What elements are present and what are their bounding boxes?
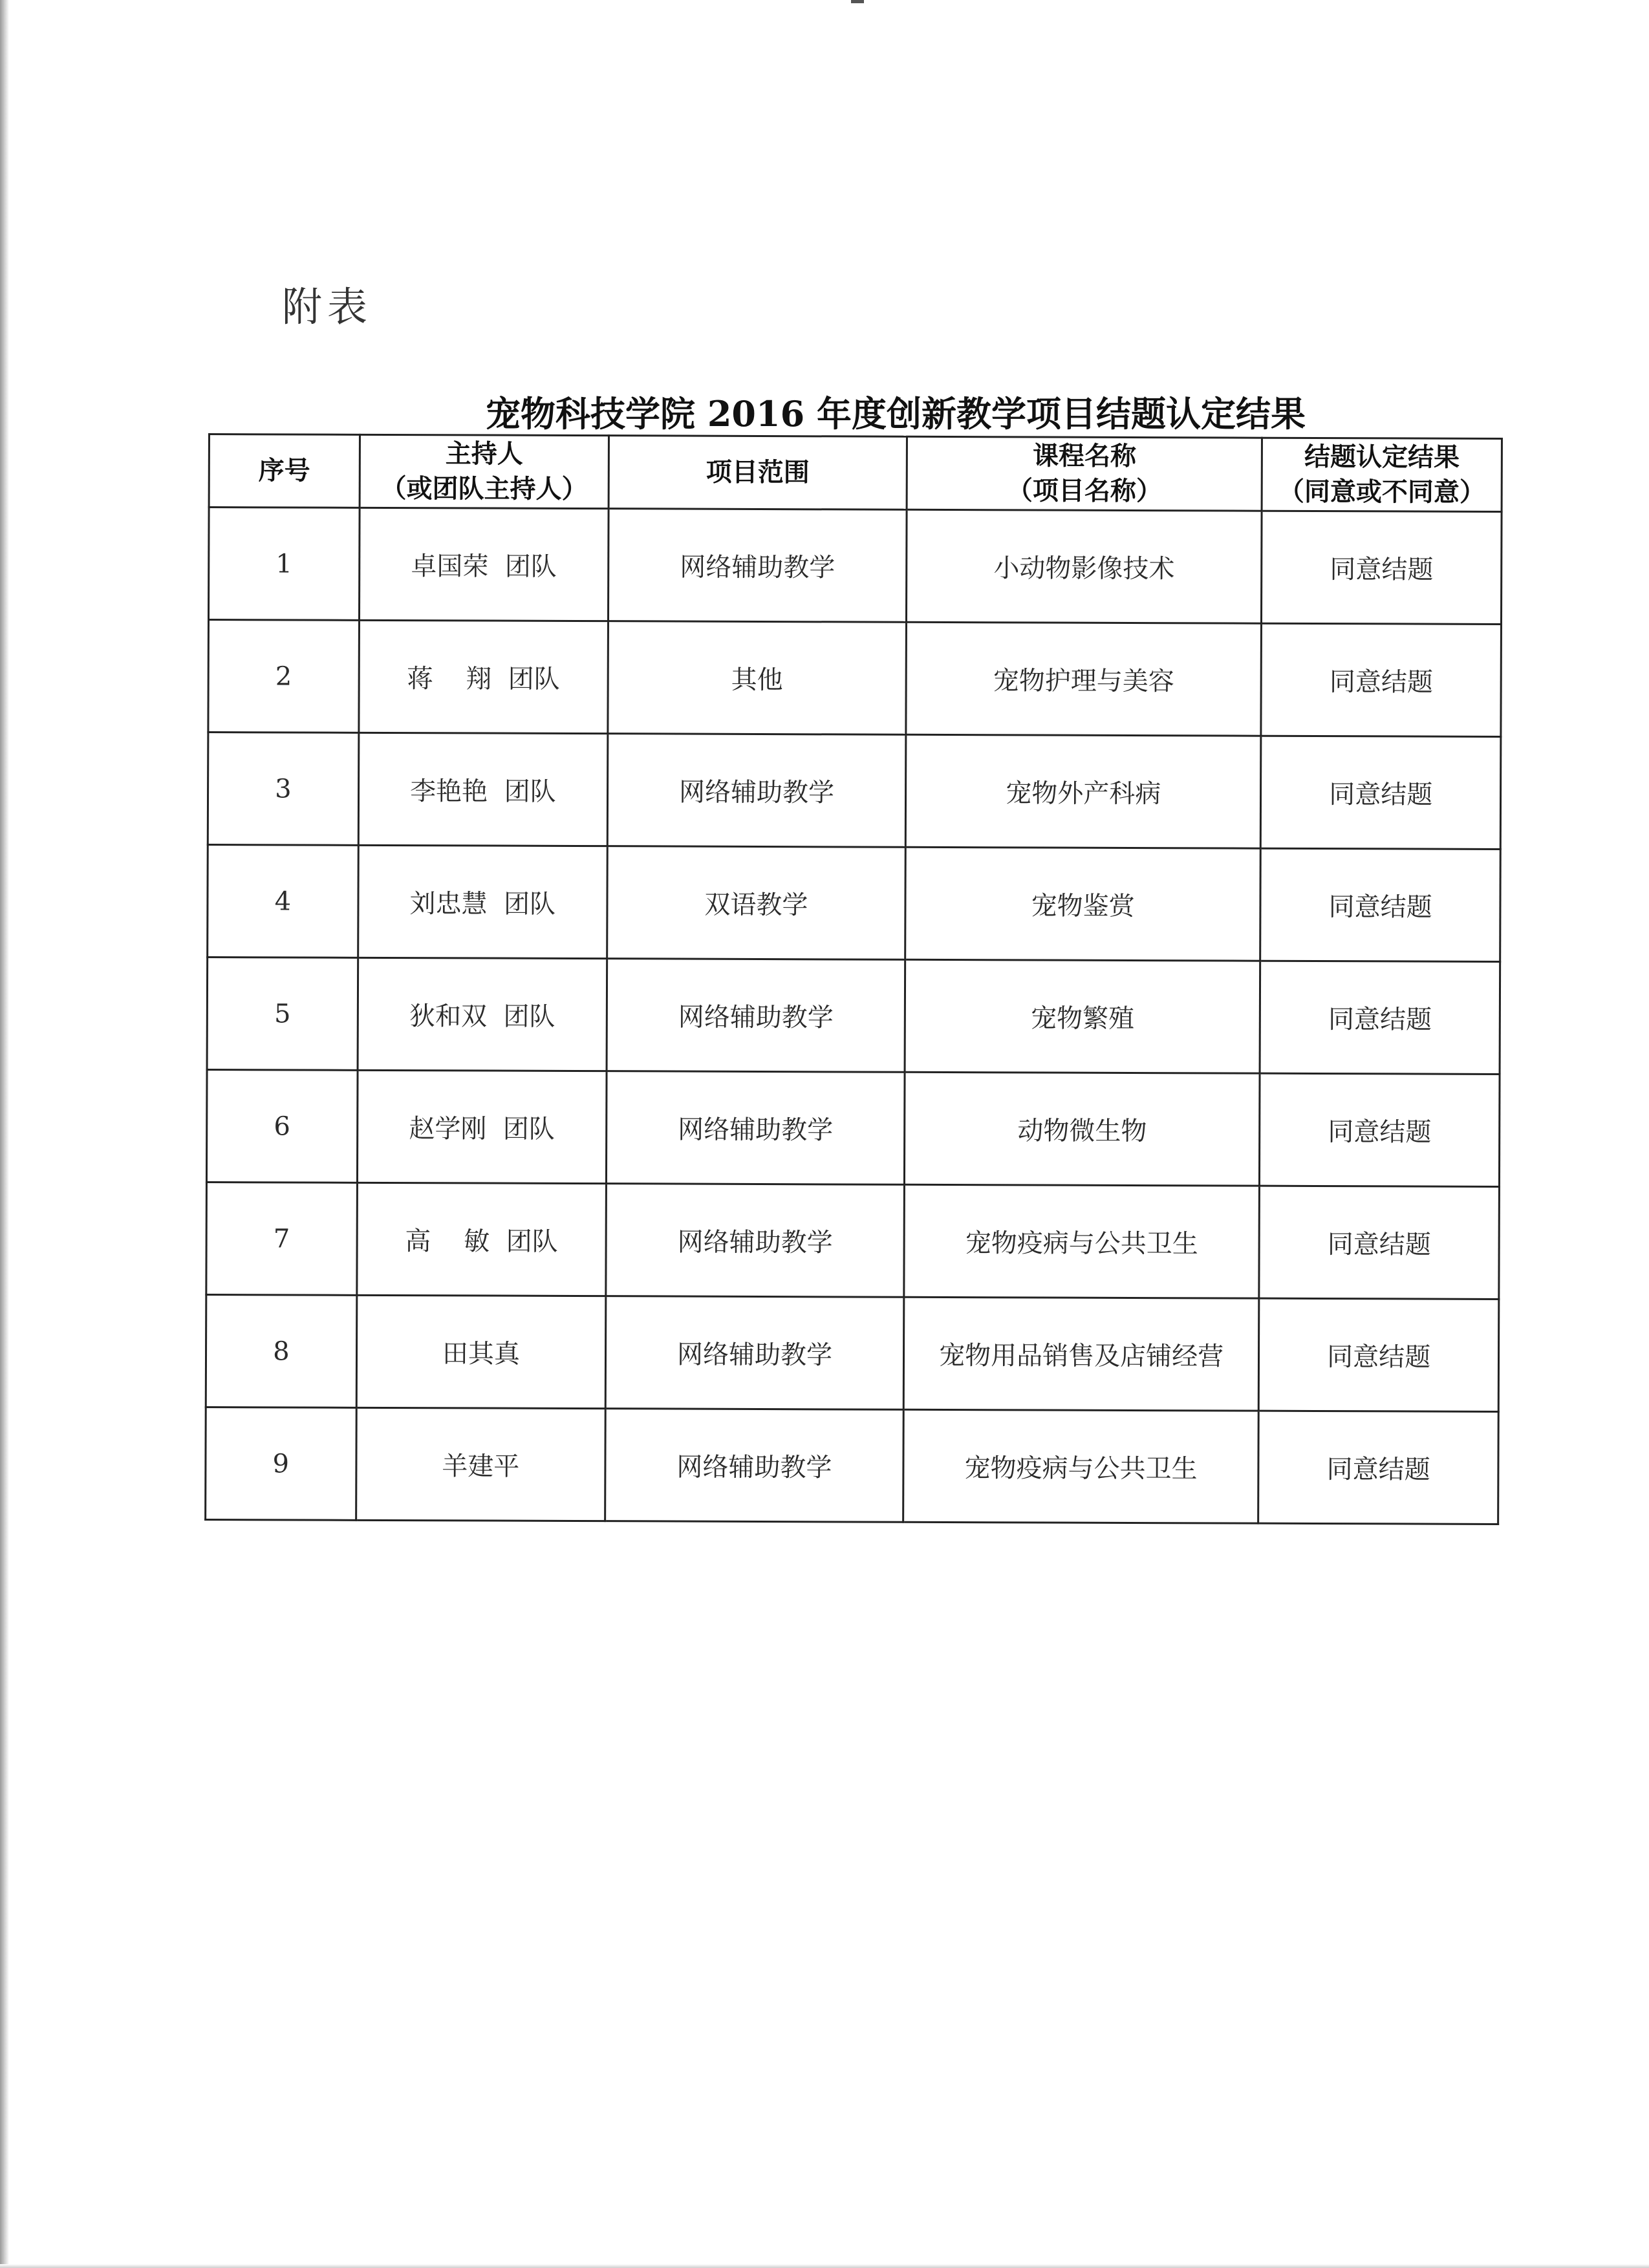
cell-scope: 网络辅助教学 — [607, 734, 906, 848]
header-index — [209, 434, 360, 508]
cell-host: 蒋 翔 团队 — [359, 620, 609, 733]
header-host-line2: （或团队主持人） — [380, 473, 588, 505]
cell-index: 6 — [206, 1069, 357, 1182]
cell-host: 赵学刚 团队 — [357, 1070, 607, 1183]
cell-course: 宠物鉴赏 — [905, 847, 1261, 961]
cell-scope: 网络辅助教学 — [605, 1296, 904, 1410]
page-title — [0, 387, 1649, 436]
attachment-label: 附表 — [282, 283, 373, 330]
table-row — [208, 508, 1502, 625]
cell-index: 3 — [208, 733, 358, 846]
cell-scope: 网络辅助教学 — [606, 1184, 905, 1298]
cell-result: 同意结题 — [1258, 1411, 1498, 1524]
cell-host: 卓国荣 团队 — [359, 508, 609, 621]
table-row — [208, 733, 1501, 850]
cell-index: 9 — [206, 1407, 356, 1520]
cell-result: 同意结题 — [1260, 961, 1500, 1074]
cell-result: 同意结题 — [1261, 736, 1501, 849]
table-row — [207, 957, 1500, 1075]
cell-index: 7 — [206, 1182, 357, 1295]
cell-scope: 网络辅助教学 — [607, 959, 905, 1073]
cell-host: 羊建平 — [356, 1407, 605, 1521]
cell-course: 宠物疫病与公共卫生 — [904, 1184, 1260, 1298]
table-row — [206, 1182, 1500, 1299]
cell-host: 田其真 — [356, 1295, 606, 1408]
header-index-label: 序号 — [258, 455, 310, 486]
cell-course: 宠物疫病与公共卫生 — [903, 1409, 1259, 1523]
table-header-row — [209, 434, 1502, 512]
header-course-line1: 课程名称 — [1032, 440, 1137, 472]
table-row — [206, 1407, 1499, 1524]
header-host — [360, 434, 609, 508]
cell-result: 同意结题 — [1262, 511, 1502, 624]
cell-result: 同意结题 — [1259, 1186, 1499, 1299]
table-header — [209, 434, 1502, 512]
cell-scope: 网络辅助教学 — [606, 1071, 905, 1185]
scan-edge-bottom — [0, 2264, 1649, 2268]
cell-result: 同意结题 — [1260, 848, 1500, 961]
cell-course: 宠物用品销售及店铺经营 — [903, 1297, 1259, 1411]
table-row — [208, 845, 1501, 962]
scan-edge-mark — [851, 0, 864, 3]
header-result — [1262, 438, 1502, 511]
cell-scope: 网络辅助教学 — [605, 1409, 904, 1523]
cell-index: 1 — [208, 508, 359, 621]
cell-host: 刘忠慧 团队 — [358, 845, 607, 958]
cell-course: 动物微生物 — [904, 1072, 1260, 1186]
page-title-text: 宠物科技学院 2016 年度创新教学项目结题认定结果 — [486, 393, 1306, 434]
header-course-line2: （项目名称） — [1006, 475, 1162, 507]
scan-edge-left — [0, 0, 9, 2268]
cell-host: 李艳艳 团队 — [358, 733, 608, 846]
cell-scope: 双语教学 — [607, 846, 906, 960]
header-result-line1: 结题认定结果 — [1304, 441, 1460, 473]
results-table — [204, 433, 1503, 1525]
cell-index: 4 — [208, 845, 358, 958]
cell-result: 同意结题 — [1261, 623, 1501, 736]
cell-course: 宠物外产科病 — [905, 734, 1261, 848]
cell-index: 2 — [208, 620, 359, 733]
cell-course: 宠物繁殖 — [905, 959, 1260, 1073]
header-course — [907, 436, 1262, 511]
header-host-line1: 主持人 — [445, 438, 523, 469]
cell-result: 同意结题 — [1259, 1298, 1499, 1411]
header-scope-label: 项目范围 — [706, 456, 810, 488]
cell-course: 宠物护理与美容 — [906, 622, 1262, 736]
cell-host: 高 敏 团队 — [357, 1182, 607, 1296]
table-row — [206, 1069, 1500, 1186]
cell-result: 同意结题 — [1260, 1073, 1500, 1186]
cell-scope: 网络辅助教学 — [608, 509, 907, 623]
table-row — [208, 620, 1502, 737]
table-body — [206, 508, 1502, 1524]
cell-course: 小动物影像技术 — [906, 509, 1262, 623]
table-row — [206, 1294, 1499, 1411]
cell-index: 8 — [206, 1294, 356, 1407]
cell-scope: 其他 — [608, 621, 907, 735]
cell-host: 狄和双 团队 — [358, 957, 607, 1071]
cell-index: 5 — [207, 957, 358, 1071]
header-scope — [609, 436, 907, 510]
header-result-line2: （同意或不同意） — [1278, 476, 1485, 508]
